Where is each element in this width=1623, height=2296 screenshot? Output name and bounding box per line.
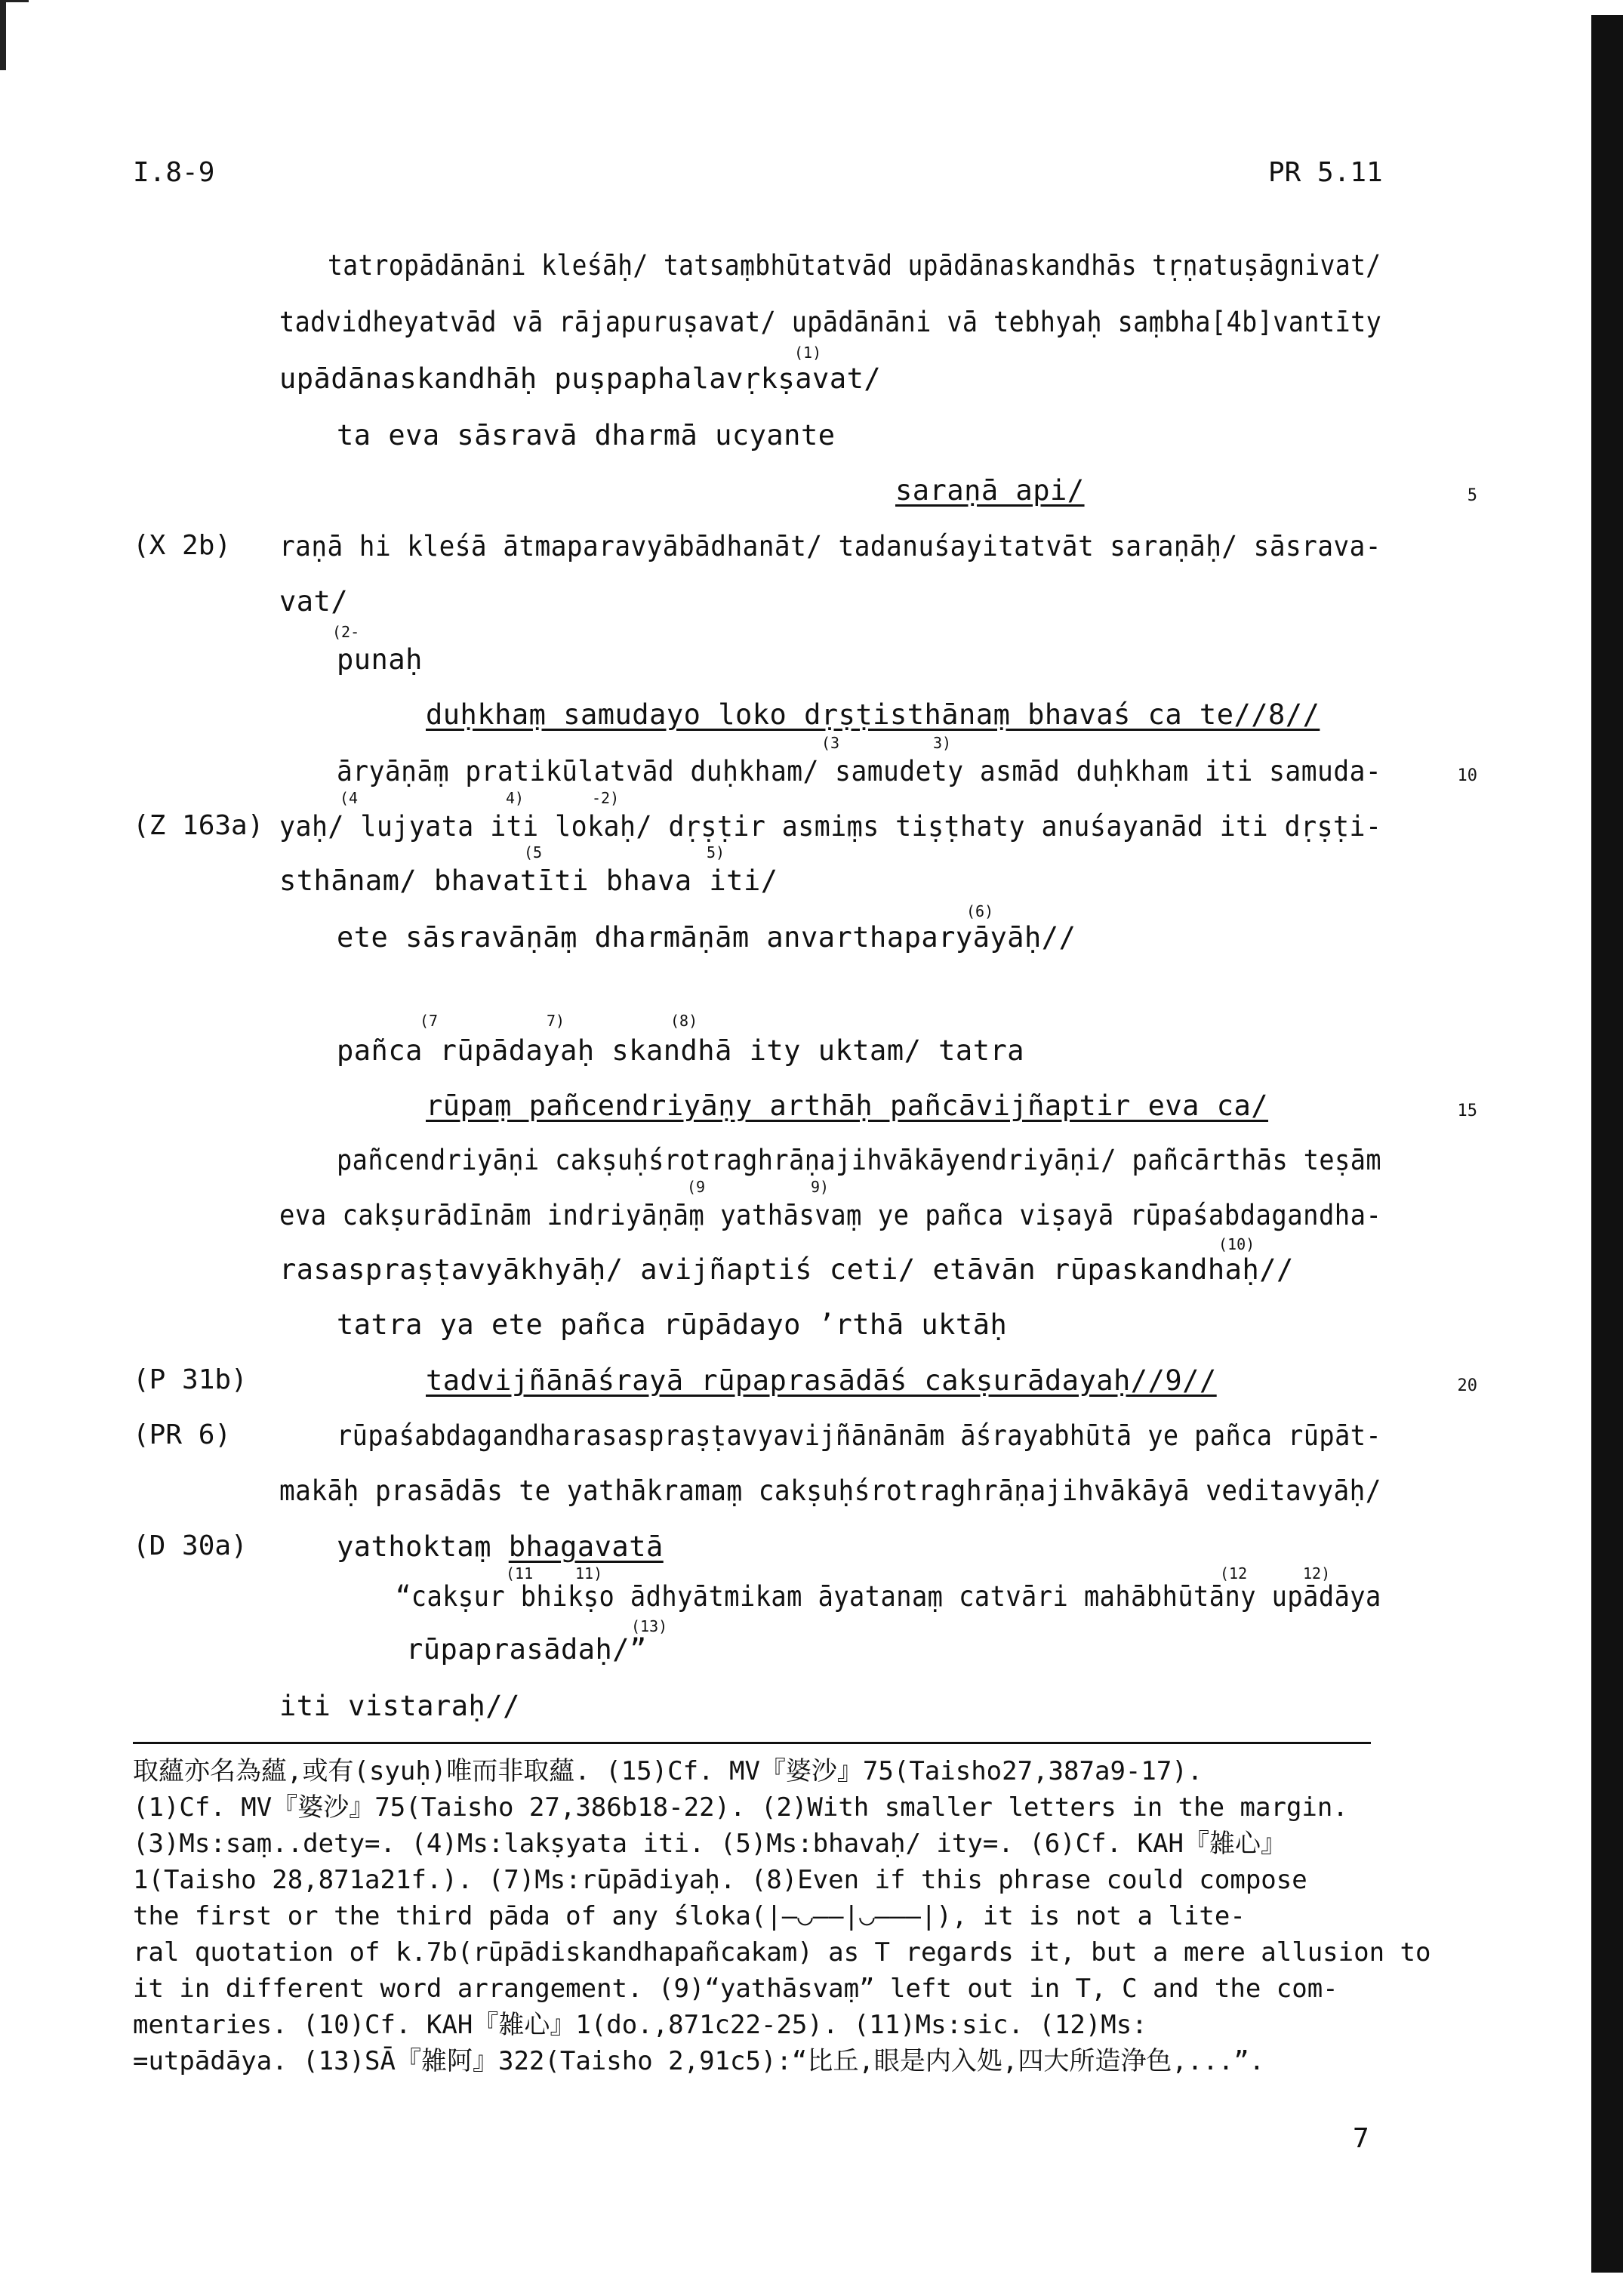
page-number: 7 bbox=[1353, 2123, 1369, 2154]
footnote-line: 取蘊亦名為蘊,或有(syuḥ)唯而非取蘊. (15)Cf. MV『婆沙』75(Taisho27,387a9-17). bbox=[133, 1756, 1203, 1786]
footnote-marker: 7) bbox=[547, 1012, 565, 1030]
footnote-marker: (7 bbox=[420, 1012, 439, 1030]
manuscript-reference: (PR 6) bbox=[133, 1419, 232, 1450]
footnote-marker: (10) bbox=[1218, 1235, 1255, 1253]
footnote-marker: 3) bbox=[933, 734, 952, 752]
text-line: vat/ bbox=[279, 585, 349, 618]
footnote-line: 1(Taisho 28,871a21f.). (7)Ms:rūpādiyaḥ. (8)Even if this phrase could compose bbox=[133, 1865, 1307, 1895]
footnote-marker: 9) bbox=[811, 1178, 830, 1196]
footnote-line: it in different word arrangement. (9)“yathāsvaṃ” left out in T, C and the com- bbox=[133, 1974, 1338, 2004]
text-fragment: yathoktaṃ bbox=[337, 1530, 509, 1563]
line-number: 5 bbox=[1467, 486, 1477, 505]
manuscript-reference: (D 30a) bbox=[133, 1530, 248, 1561]
text-line: pañcendriyāṇi cakṣuḥśrotraghrāṇajihvākāyendriyāṇi/ pañcārthās teṣām bbox=[337, 1144, 1382, 1176]
verse-line: duḥkhaṃ samudayo loko dṛṣṭisthānaṃ bhavaś ca te//8// bbox=[426, 698, 1320, 731]
scan-edge-shadow bbox=[1591, 15, 1623, 2273]
footnote-marker: 12) bbox=[1303, 1564, 1331, 1583]
footnote-line: =utpādāya. (13)SĀ『雑阿』322(Taisho 2,91c5):“比丘,眼是内入処,四大所造浄色,...”. bbox=[133, 2046, 1265, 2076]
text-line: yaḥ/ lujyata iti lokaḥ/ dṛṣṭir asmiṃs tiṣṭhaty anuśayanād iti dṛṣṭi- bbox=[279, 810, 1382, 843]
text-line: ta eva sāsravā dharmā ucyante bbox=[337, 419, 836, 451]
manuscript-reference: (P 31b) bbox=[133, 1364, 248, 1395]
text-line: sthānam/ bhavatīti bhava iti/ bbox=[279, 864, 778, 897]
footnote-marker: (1) bbox=[794, 344, 822, 362]
text-line: makāḥ prasādās te yathākramaṃ cakṣuḥśrotraghrāṇajihvākāyā veditavyāḥ/ bbox=[279, 1475, 1381, 1507]
footnote-divider bbox=[133, 1742, 1371, 1744]
footnote-line: mentaries. (10)Cf. KAH『雑心』1(do.,871c22-25). (11)Ms:sic. (12)Ms: bbox=[133, 2010, 1147, 2040]
footnote-marker: (4 bbox=[340, 789, 359, 807]
footnote-marker: 4) bbox=[506, 789, 525, 807]
footnote-line: (1)Cf. MV『婆沙』75(Taisho 27,386b18-22). (2)With smaller letters in the margin. bbox=[133, 1792, 1348, 1823]
manuscript-reference: (Z 163a) bbox=[133, 810, 264, 841]
footnote-marker: (6) bbox=[966, 902, 994, 920]
footnote-line: ral quotation of k.7b(rūpādiskandhapañcakam) as T regards it, but a mere allusion to bbox=[133, 1937, 1431, 1968]
footnote-marker: -2) bbox=[592, 789, 620, 807]
text-line: āryāṇāṃ pratikūlatvād duḥkham/ samudety asmād duḥkham iti samuda- bbox=[337, 755, 1382, 787]
verse-line: saraṇā api/ bbox=[895, 474, 1085, 507]
footnote-marker: (13) bbox=[631, 1617, 668, 1635]
line-number: 20 bbox=[1457, 1376, 1477, 1395]
footnote-marker: 11) bbox=[575, 1564, 603, 1583]
scan-corner-mark bbox=[0, 0, 29, 70]
footnote-line: (3)Ms:saṃ..dety=. (4)Ms:lakṣyata iti. (5)Ms:bhavaḥ/ ity=. (6)Cf. KAH『雑心』 bbox=[133, 1829, 1286, 1859]
quote-line: “cakṣur bhikṣo ādhyātmikam āyatanaṃ catvāri mahābhūtāny upādāya bbox=[396, 1580, 1381, 1613]
quote-line: rūpaprasādaḥ/” bbox=[406, 1633, 647, 1666]
running-header-left: I.8-9 bbox=[133, 157, 215, 188]
text-line: ete sāsravāṇāṃ dharmāṇām anvarthaparyāyāḥ// bbox=[337, 921, 1076, 954]
text-line: iti vistaraḥ// bbox=[279, 1690, 520, 1722]
verse-line: rūpaṃ pañcendriyāṇy arthāḥ pañcāvijñaptir eva ca/ bbox=[426, 1089, 1269, 1122]
footnote-marker: (2- bbox=[332, 623, 360, 641]
running-header-right: PR 5.11 bbox=[1268, 157, 1383, 188]
text-line: rasaspraṣṭavyākhyāḥ/ avijñaptiś ceti/ etāvān rūpaskandhaḥ// bbox=[279, 1253, 1294, 1286]
manuscript-reference: (X 2b) bbox=[133, 530, 232, 561]
footnote-marker: (12 bbox=[1220, 1564, 1248, 1583]
text-line: tadvidheyatvād vā rājapuruṣavat/ upādānāni vā tebhyaḥ saṃbha[4b]vantīty bbox=[279, 306, 1382, 338]
text-line: eva cakṣurādīnām indriyāṇāṃ yathāsvaṃ ye pañca viṣayā rūpaśabdagandha- bbox=[279, 1199, 1382, 1231]
text-line: raṇā hi kleśā ātmaparavyābādhanāt/ tadanuśayitatvāt saraṇāḥ/ sāsrava- bbox=[279, 530, 1381, 562]
text-line bbox=[337, 1530, 664, 1563]
text-line: tatropādānāni kleśāḥ/ tatsaṃbhūtatvād upādānaskandhās tṛṇatuṣāgnivat/ bbox=[328, 249, 1381, 282]
line-number: 10 bbox=[1457, 766, 1477, 785]
footnote-marker: (9 bbox=[687, 1178, 706, 1196]
line-number: 15 bbox=[1457, 1102, 1477, 1120]
text-line: upādānaskandhāḥ puṣpaphalavṛkṣavat/ bbox=[279, 362, 882, 395]
text-line: punaḥ bbox=[337, 643, 423, 676]
text-line: rūpaśabdagandharasaspraṣṭavyavijñānānām āśrayabhūtā ye pañca rūpāt- bbox=[337, 1419, 1382, 1452]
footnote-marker: (8) bbox=[670, 1012, 698, 1030]
underlined-word: bhagavatā bbox=[508, 1530, 664, 1563]
footnote-marker: 5) bbox=[707, 843, 725, 861]
text-line: tatra ya ete pañca rūpādayo ’rthā uktāḥ bbox=[337, 1308, 1008, 1341]
footnote-marker: (3 bbox=[821, 734, 840, 752]
verse-line: tadvijñānāśrayā rūpaprasādāś cakṣurādayaḥ//9// bbox=[426, 1364, 1217, 1397]
footnote-marker: (5 bbox=[524, 843, 543, 861]
footnote-line: the first or the third pāda of any śloka(|—◡——|◡———|), it is not a lite- bbox=[133, 1901, 1246, 1931]
text-line: pañca rūpādayaḥ skandhā ity uktam/ tatra bbox=[337, 1034, 1025, 1067]
footnote-marker: (11 bbox=[506, 1564, 534, 1583]
